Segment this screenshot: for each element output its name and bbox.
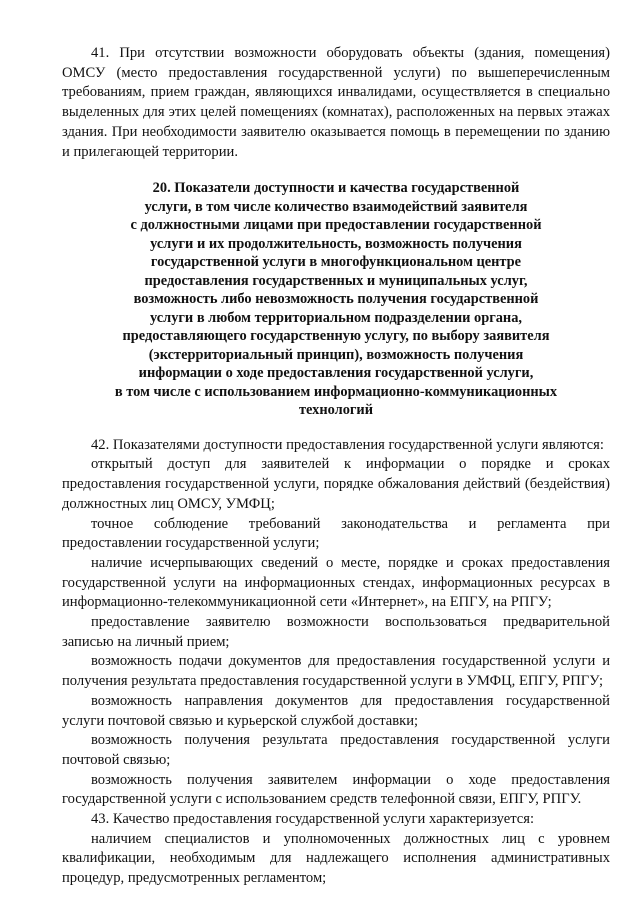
section-heading-line: государственной услуги в многофункциональном центре xyxy=(150,254,522,271)
section-heading-20 xyxy=(62,179,610,420)
section-heading-line: услуги и их продолжительность, возможность получения xyxy=(150,235,522,252)
section-heading-line: услуги, в том числе количество взаимодействий заявителя xyxy=(144,198,528,215)
list-item-42: открытый доступ для заявителей к информации о порядке и сроках предоставления государственной услуги, порядке обжалования действий (бездействия) должностных лиц ОМСУ, УМФЦ; xyxy=(62,456,610,512)
list-item-42: возможность получения результата предоставления государственной услуги почтовой связью; xyxy=(62,732,610,768)
section-heading-line: услуги в любом территориальном подразделении органа, xyxy=(149,309,523,326)
list-item-42: точное соблюдение требований законодательства и регламента при предоставлении государственной услуги; xyxy=(62,515,610,552)
section-heading-line: с должностными лицами при предоставлении государственной xyxy=(130,217,542,234)
paragraph-41: 41. При отсутствии возможности оборудовать объекты (здания, помещения) ОМСУ (место предоставления государственной услуги) по вышеперечисленным требованиям, прием граждан, являющихся инвалидами, осуществляется в специально выделенных для этих целей помещениях (комнатах), расположенных на первых этажах здания. При необходимости заявителю оказывается помощь в перемещении по зданию и прилегающей территории. xyxy=(62,45,610,160)
paragraph-42: 42. Показателями доступности предоставления государственной услуги являются: xyxy=(91,436,604,453)
list-item-42: возможность направления документов для предоставления государственной услуги почтовой связью и курьерской службой доставки; xyxy=(62,692,610,729)
document-page xyxy=(62,44,610,889)
list-item-42: наличие исчерпывающих сведений о месте, порядке и сроках предоставления государственной услуги на информационных стендах, информационных ресурсах в информационно-телекоммуникационной сети «Интернет», на ЕПГУ, на РПГУ; xyxy=(62,554,610,611)
list-item-42: возможность подачи документов для предоставления государственной услуги и получения результата предоставления государственной услуги в УМФЦ, ЕПГУ, РПГУ; xyxy=(62,653,610,690)
list-item-42: предоставление заявителю возможности воспользоваться предварительной записью на личный прием; xyxy=(62,614,610,650)
list-item-43: наличием специалистов и уполномоченных должностных лиц с уровнем квалификации, необходимым для надлежащего исполнения административных процедур, предусмотренных регламентом; xyxy=(62,830,610,887)
section-heading-line: информации о ходе предоставления государственной услуги, xyxy=(138,365,534,382)
section-heading-line: в том числе с использованием информационно-коммуникационных xyxy=(114,383,558,400)
section-heading-line: предоставляющего государственную услугу, по выбору заявителя xyxy=(122,328,550,345)
section-heading-line: (экстерриториальный принцип), возможность получения xyxy=(148,346,524,363)
list-item-42: возможность получения заявителем информации о ходе предоставления государственной услуги с использованием средств телефонной связи, ЕПГУ, РПГУ. xyxy=(62,771,610,808)
section-heading-line: предоставления государственных и муниципальных услуг, xyxy=(144,272,528,289)
section-heading-line: 20. Показатели доступности и качества государственной xyxy=(152,180,520,197)
section-heading-line: возможность либо невозможность получения государственной xyxy=(133,291,539,308)
paragraph-43: 43. Качество предоставления государственной услуги характеризуется: xyxy=(91,811,535,828)
section-heading-line: технологий xyxy=(298,402,374,419)
